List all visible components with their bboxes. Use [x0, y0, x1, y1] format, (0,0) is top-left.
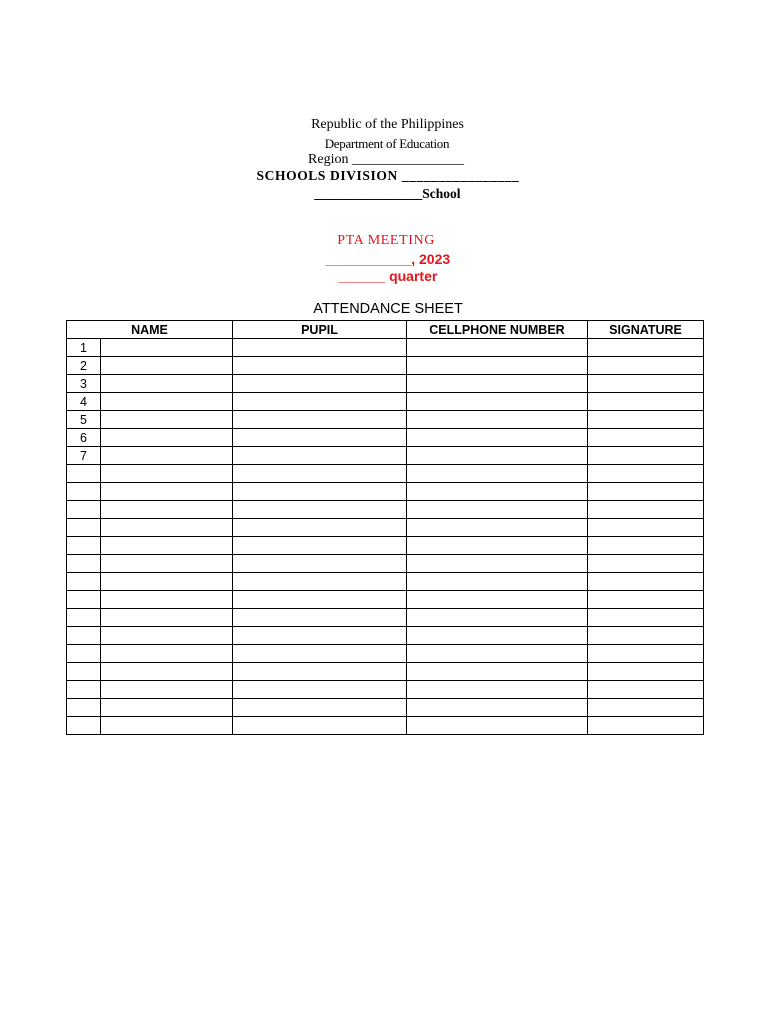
cellphone-cell[interactable] — [407, 591, 588, 609]
row-number-cell — [67, 663, 101, 681]
table-row — [67, 537, 704, 555]
pupil-cell[interactable] — [233, 609, 407, 627]
table-row — [67, 555, 704, 573]
sheet-title-text: ATTENDANCE SHEET — [313, 301, 463, 317]
pupil-cell[interactable] — [233, 645, 407, 663]
signature-cell[interactable] — [588, 465, 704, 483]
table-row — [67, 393, 704, 411]
signature-cell[interactable] — [588, 357, 704, 375]
row-number-cell: 1 — [67, 339, 101, 357]
name-cell[interactable] — [101, 411, 233, 429]
row-number-cell — [67, 591, 101, 609]
table-row — [67, 501, 704, 519]
row-number-cell — [67, 645, 101, 663]
cellphone-cell[interactable] — [407, 717, 588, 735]
table-row — [67, 627, 704, 645]
name-cell[interactable] — [101, 717, 233, 735]
row-number-cell — [67, 627, 101, 645]
pupil-cell[interactable] — [233, 375, 407, 393]
meeting-quarter-line — [0, 252, 768, 284]
table-row — [67, 411, 704, 429]
pupil-cell[interactable] — [233, 447, 407, 465]
column-header-signature: SIGNATURE — [588, 321, 704, 339]
row-number-cell: 7 — [67, 447, 101, 465]
table-row — [67, 573, 704, 591]
sheet-title — [0, 285, 768, 317]
school-line — [0, 170, 768, 202]
cellphone-cell[interactable] — [407, 429, 588, 447]
pupil-cell[interactable] — [233, 483, 407, 501]
table-row — [67, 645, 704, 663]
cellphone-cell[interactable] — [407, 357, 588, 375]
signature-cell[interactable] — [588, 537, 704, 555]
signature-cell[interactable] — [588, 663, 704, 681]
cellphone-cell[interactable] — [407, 555, 588, 573]
name-cell[interactable] — [101, 375, 233, 393]
name-cell[interactable] — [101, 645, 233, 663]
table-row — [67, 429, 704, 447]
name-cell[interactable] — [101, 591, 233, 609]
row-number-cell — [67, 681, 101, 699]
row-number-cell — [67, 609, 101, 627]
pupil-cell[interactable] — [233, 411, 407, 429]
pupil-cell[interactable] — [233, 699, 407, 717]
row-number-cell: 3 — [67, 375, 101, 393]
signature-cell[interactable] — [588, 519, 704, 537]
cellphone-cell[interactable] — [407, 339, 588, 357]
pupil-cell[interactable] — [233, 555, 407, 573]
cellphone-cell[interactable] — [407, 663, 588, 681]
column-header-name: NAME — [67, 321, 233, 339]
cellphone-cell[interactable] — [407, 537, 588, 555]
pupil-cell[interactable] — [233, 339, 407, 357]
pupil-cell[interactable] — [233, 591, 407, 609]
table-row — [67, 447, 704, 465]
pupil-cell[interactable] — [233, 393, 407, 411]
signature-cell[interactable] — [588, 375, 704, 393]
cellphone-cell[interactable] — [407, 645, 588, 663]
cellphone-cell[interactable] — [407, 609, 588, 627]
cellphone-cell[interactable] — [407, 627, 588, 645]
meeting-title-text: PTA MEETING — [337, 233, 435, 248]
pupil-cell[interactable] — [233, 501, 407, 519]
row-number-cell: 4 — [67, 393, 101, 411]
column-header-pupil: PUPIL — [233, 321, 407, 339]
department-heading-text: Department of Education — [324, 136, 450, 151]
pupil-cell[interactable] — [233, 627, 407, 645]
name-cell[interactable] — [101, 663, 233, 681]
table-row — [67, 375, 704, 393]
signature-cell[interactable] — [588, 681, 704, 699]
name-cell[interactable] — [101, 465, 233, 483]
cellphone-cell[interactable] — [407, 573, 588, 591]
row-number-cell — [67, 573, 101, 591]
pupil-cell[interactable] — [233, 519, 407, 537]
pupil-cell[interactable] — [233, 717, 407, 735]
table-row — [67, 717, 704, 735]
row-number-cell — [67, 555, 101, 573]
signature-cell[interactable] — [588, 627, 704, 645]
meeting-quarter-text: ______ quarter — [338, 268, 438, 284]
row-number-cell: 2 — [67, 357, 101, 375]
cellphone-cell[interactable] — [407, 375, 588, 393]
school-line-text: ________________School — [314, 186, 461, 201]
meeting-date-text: ___________, 2023 — [325, 251, 451, 267]
signature-cell[interactable] — [588, 501, 704, 519]
signature-cell[interactable] — [588, 609, 704, 627]
pupil-cell[interactable] — [233, 681, 407, 699]
signature-cell[interactable] — [588, 717, 704, 735]
country-heading-text: Republic of the Philippines — [311, 117, 464, 132]
signature-cell[interactable] — [588, 645, 704, 663]
name-cell[interactable] — [101, 699, 233, 717]
name-cell[interactable] — [101, 429, 233, 447]
row-number-cell — [67, 501, 101, 519]
table-row — [67, 663, 704, 681]
cellphone-cell[interactable] — [407, 501, 588, 519]
cellphone-cell[interactable] — [407, 411, 588, 429]
table-row — [67, 339, 704, 357]
signature-cell[interactable] — [588, 699, 704, 717]
cellphone-cell[interactable] — [407, 699, 588, 717]
cellphone-cell[interactable] — [407, 447, 588, 465]
signature-cell[interactable] — [588, 411, 704, 429]
pupil-cell[interactable] — [233, 537, 407, 555]
name-cell[interactable] — [101, 357, 233, 375]
name-cell[interactable] — [101, 681, 233, 699]
table-row — [67, 483, 704, 501]
region-line-text: Region ________________ — [308, 152, 464, 167]
cellphone-cell[interactable] — [407, 393, 588, 411]
table-header-row — [67, 321, 704, 339]
signature-cell[interactable] — [588, 339, 704, 357]
row-number-cell — [67, 519, 101, 537]
row-number-cell — [67, 537, 101, 555]
pupil-cell[interactable] — [233, 465, 407, 483]
attendance-table — [66, 320, 704, 735]
table-row — [67, 519, 704, 537]
row-number-cell — [67, 465, 101, 483]
row-number-cell — [67, 717, 101, 735]
pupil-cell[interactable] — [233, 357, 407, 375]
table-row — [67, 591, 704, 609]
signature-cell[interactable] — [588, 429, 704, 447]
cellphone-cell[interactable] — [407, 519, 588, 537]
table-row — [67, 357, 704, 375]
signature-cell[interactable] — [588, 591, 704, 609]
cellphone-cell[interactable] — [407, 483, 588, 501]
row-number-cell — [67, 483, 101, 501]
pupil-cell[interactable] — [233, 663, 407, 681]
name-cell[interactable] — [101, 573, 233, 591]
name-cell[interactable] — [101, 483, 233, 501]
name-cell[interactable] — [101, 519, 233, 537]
cellphone-cell[interactable] — [407, 681, 588, 699]
table-row — [67, 609, 704, 627]
signature-cell[interactable] — [588, 573, 704, 591]
table-row — [67, 681, 704, 699]
signature-cell[interactable] — [588, 483, 704, 501]
pupil-cell[interactable] — [233, 573, 407, 591]
name-cell[interactable] — [101, 627, 233, 645]
name-cell[interactable] — [101, 447, 233, 465]
row-number-cell: 6 — [67, 429, 101, 447]
name-cell[interactable] — [101, 393, 233, 411]
name-cell[interactable] — [101, 501, 233, 519]
column-header-cellphone: CELLPHONE NUMBER — [407, 321, 588, 339]
name-cell[interactable] — [101, 555, 233, 573]
name-cell[interactable] — [101, 537, 233, 555]
pupil-cell[interactable] — [233, 429, 407, 447]
name-cell[interactable] — [101, 339, 233, 357]
table-row — [67, 465, 704, 483]
row-number-cell — [67, 699, 101, 717]
cellphone-cell[interactable] — [407, 465, 588, 483]
signature-cell[interactable] — [588, 555, 704, 573]
division-line-text: SCHOOLS DIVISION ________________ — [256, 168, 520, 183]
row-number-cell: 5 — [67, 411, 101, 429]
name-cell[interactable] — [101, 609, 233, 627]
signature-cell[interactable] — [588, 447, 704, 465]
table-row — [67, 699, 704, 717]
signature-cell[interactable] — [588, 393, 704, 411]
